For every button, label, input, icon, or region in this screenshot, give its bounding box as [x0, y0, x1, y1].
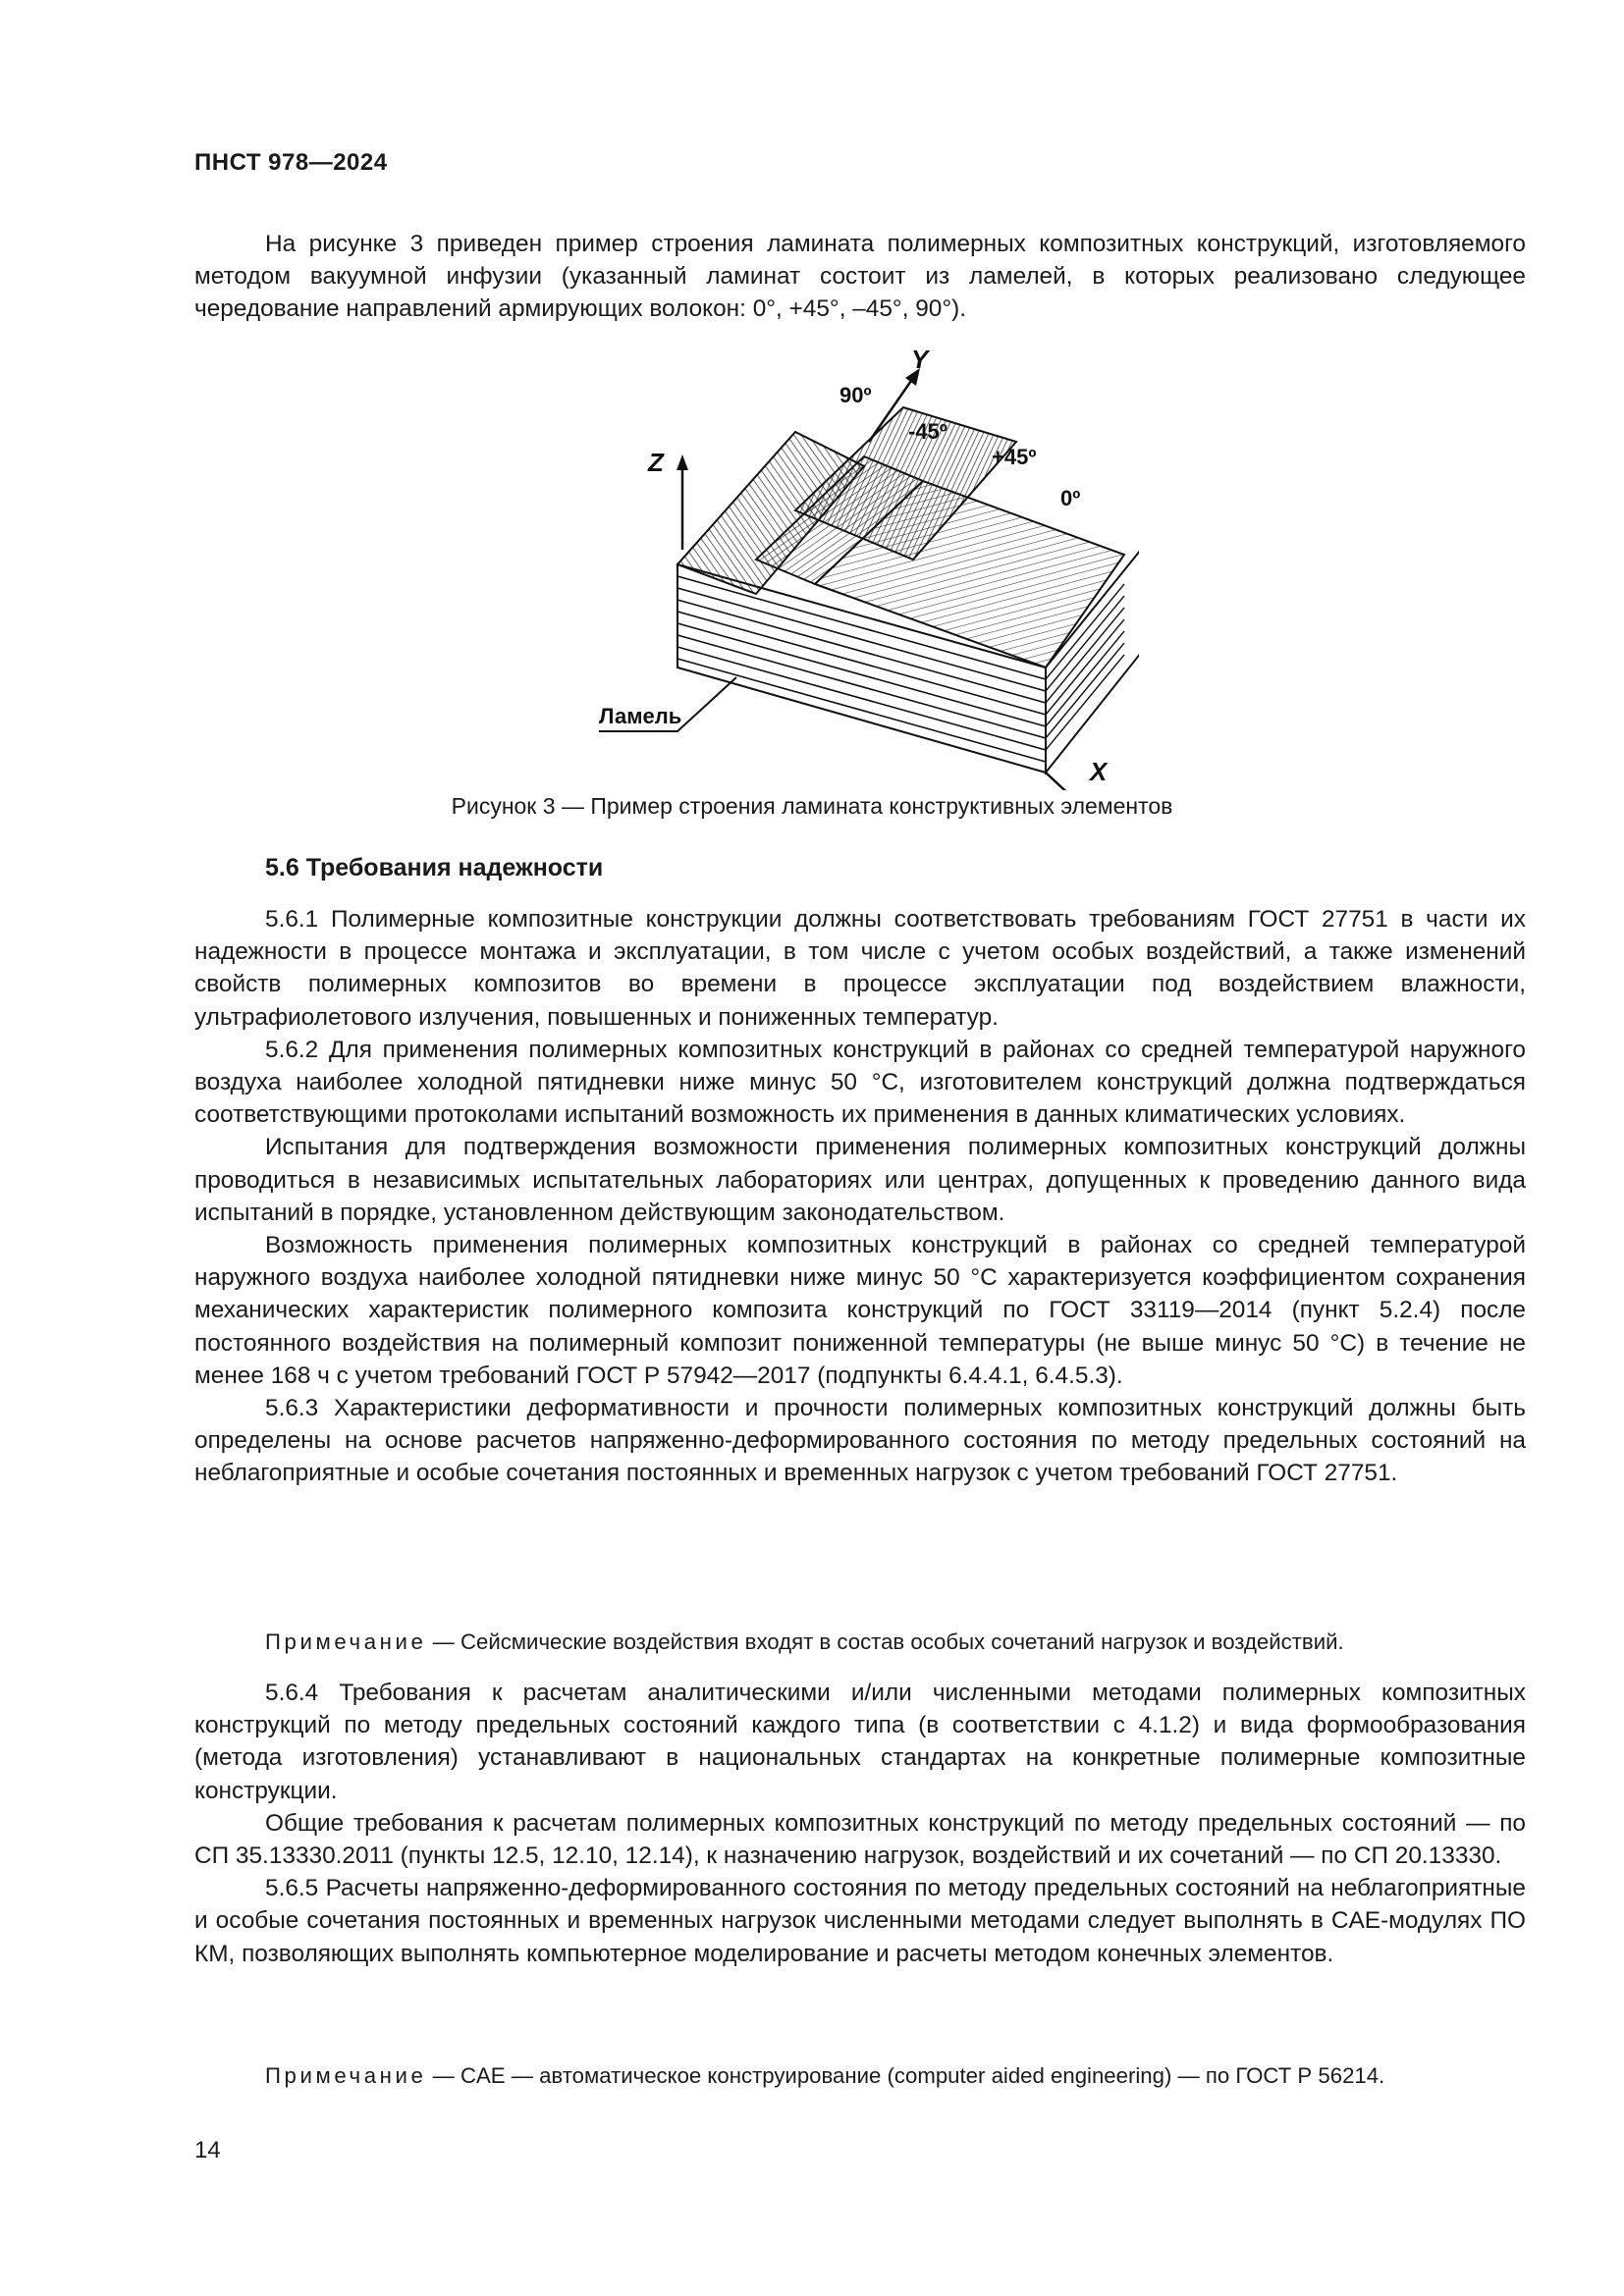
x-axis	[1046, 773, 1083, 790]
ply-0-label: 0º	[1060, 486, 1081, 510]
paragraph-5-6-4: 5.6.4 Требования к расчетам аналитическими и/или численными методами полимерных композитных конструкций по методу предельных состояний каждого типа (в соответствии с 4.1.2) и вида формообразования (метода изготовления) устанавливают в национальных стандартах на конкретные полимерные композитные конструкции.	[194, 1680, 1526, 1804]
paragraph-5-6-3: 5.6.3 Характеристики деформативности и прочности полимерных композитных конструкций должны быть определены на основе расчетов напряженно-деформированного состояния по методу предельных состояний на неблагоприятные и особые сочетания постоянных и временных нагрузок с учетом требований ГОСТ 27751.	[194, 1395, 1526, 1487]
paragraph-5-6-5: 5.6.5 Расчеты напряженно-деформированного состояния по методу предельных состояний на неблагоприятные и особые сочетания постоянных и временных нагрузок численными методами следует выполнять в CAE-модулях ПО КМ, позволяющих выполнять компьютерное моделирование и расчеты методом конечных элементов.	[194, 1875, 1526, 1967]
note-2	[194, 2059, 1526, 2092]
paragraph-5-6-1: 5.6.1 Полимерные композитные конструкции должны соответствовать требованиям ГОСТ 27751 в части их надежности в процессе монтажа и эксплуатации, в том числе с учетом особых воздействий, а также изменений свойств полимерных композитов во времени в процессе эксплуатации под воздействием влажности, ультрафиолетового излучения, повышенных и пониженных температур.	[194, 906, 1526, 1031]
laminate-figure	[589, 348, 1139, 790]
paragraph-testing: Испытания для подтверждения возможности применения полимерных композитных конструкций должны проводиться в независимых испытательных лабораториях или центрах, допущенных к проведению данного вида испытаний в порядке, установленном действующим законодательством.	[194, 1134, 1526, 1226]
z-axis	[677, 454, 688, 550]
note-2-text: — CAE — автоматическое конструирование (computer aided engineering) — по ГОСТ Р 56214.	[426, 2063, 1385, 2088]
ply-minus45-label: -45º	[908, 419, 947, 444]
lamel-label: Ламель	[599, 704, 682, 728]
ply-90-label: 90º	[839, 383, 872, 407]
z-axis-label: Z	[648, 448, 664, 477]
note-2-label: Примечание	[265, 2063, 427, 2088]
x-axis-label: X	[1090, 757, 1108, 786]
section-block-2	[194, 1677, 1526, 1970]
page-number: 14	[194, 2137, 221, 2163]
paragraph-general: Общие требования к расчетам полимерных композитных конструкций по методу предельных состояний — по СП 35.13330.2011 (пункты 12.5, 12.10, 12.14), к назначению нагрузок, воздействий и их сочетаний — по СП 20.13330.	[194, 1809, 1526, 1870]
section-block-1	[194, 903, 1526, 1490]
document-id: ПНСТ 978—2024	[194, 149, 388, 176]
intro-block	[194, 228, 1526, 326]
note-1-text: — Сейсмические воздействия входят в состав особых сочетаний нагрузок и воздействий.	[426, 1629, 1344, 1654]
paragraph-5-6-2: 5.6.2 Для применения полимерных композитных конструкций в районах со средней температурой наружного воздуха наиболее холодной пятидневки ниже минус 50 °C, изготовителем конструкций должна подтверждаться соответствующими протоколами испытаний возможность их применения в данных климатических условиях.	[194, 1036, 1526, 1129]
note-1-label: Примечание	[265, 1629, 427, 1654]
intro-paragraph: На рисунке 3 приведен пример строения ламината полимерных композитных конструкций, изготовляемого методом вакуумной инфузии (указанный ламинат состоит из ламелей, в которых реализовано следующее чередование направлений армирующих волокон: 0°, +45°, –45°, 90°).	[194, 231, 1526, 323]
figure-caption: Рисунок 3 — Пример строения ламината конструктивных элементов	[451, 793, 1173, 819]
ply-plus45-label: +45º	[992, 445, 1037, 469]
section-title: 5.6 Требования надежности	[265, 854, 604, 881]
paragraph-possibility: Возможность применения полимерных композитных конструкций в районах со средней температурой наружного воздуха наиболее холодной пятидневки ниже минус 50 °C характеризуется коэффициентом сохранения механических характеристик полимерного композита конструкций по ГОСТ 33119—2014 (пункт 5.2.4) после постоянного воздействия на полимерный композит пониженной температуры (не выше минус 50 °C) в течение не менее 168 ч с учетом требований ГОСТ Р 57942—2017 (подпункты 6.4.4.1, 6.4.5.3).	[194, 1232, 1526, 1389]
y-axis-label: Y	[911, 348, 929, 374]
note-1	[194, 1626, 1526, 1658]
